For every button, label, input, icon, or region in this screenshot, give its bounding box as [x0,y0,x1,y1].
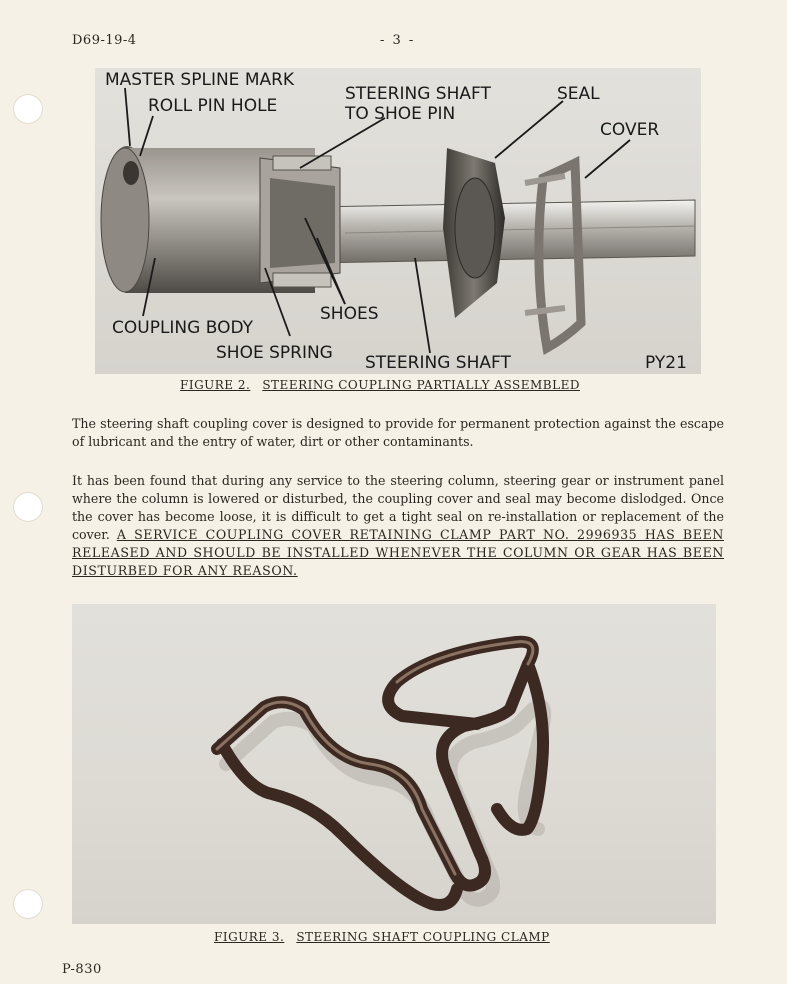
label-roll-pin-hole: ROLL PIN HOLE [148,96,278,116]
binder-hole-top [13,94,43,124]
figure3-caption-label: FIGURE 3. [214,930,285,944]
label-seal: SEAL [557,84,600,104]
label-photo-code: PY21 [645,353,687,373]
label-steering-shaft: STEERING SHAFT [365,353,511,373]
page-number: - 3 - [380,33,416,48]
binder-hole-middle [13,492,43,522]
label-coupling-body: COUPLING BODY [112,318,254,338]
doc-number: D69-19-4 [72,33,137,48]
label-steering-shaft-to-shoe-pin: STEERING SHAFT TO SHOE PIN [345,84,491,124]
figure2-photo [95,68,701,374]
page-code: P-830 [62,962,102,977]
figure3-photo [72,604,716,924]
figure2-caption [180,378,580,392]
clamp-notice: A SERVICE COUPLING COVER RETAINING CLAMP PART NO. 2996935 HAS BEEN RELEASED AND SHOULD BE INSTALLED WHENEVER THE COLUMN OR GEAR HAS BEEN DISTURBED FOR ANY REASON. [72,527,724,578]
figure3-caption-title: STEERING SHAFT COUPLING CLAMP [296,930,550,944]
label-master-spline-mark: MASTER SPLINE MARK [105,70,295,90]
figure2-caption-title: STEERING COUPLING PARTIALLY ASSEMBLED [262,378,580,392]
label-cover: COVER [600,120,660,140]
coupling-clamp-illustration [72,604,716,924]
figure3-caption [214,930,550,944]
label-shoe-spring: SHOE SPRING [216,343,333,363]
figure2-caption-label: FIGURE 2. [180,378,251,392]
binder-hole-bottom [13,889,43,919]
label-shoes: SHOES [320,304,379,324]
paragraph-2-text: It has been found that during any service to the steering column, steering gear or instrument panel where the column is lowered or disturbed, the coupling cover and seal may become dislodged. Once the cover has become loose, it is difficult to get a tight seal on re-installation or replacement of the cover. [72,473,724,542]
paragraph-1 [72,415,724,451]
paragraph-1-text: The steering shaft coupling cover is designed to provide for permanent protection against the escape of lubricant and the entry of water, dirt or other contaminants. [72,416,724,449]
paragraph-2 [72,472,724,580]
